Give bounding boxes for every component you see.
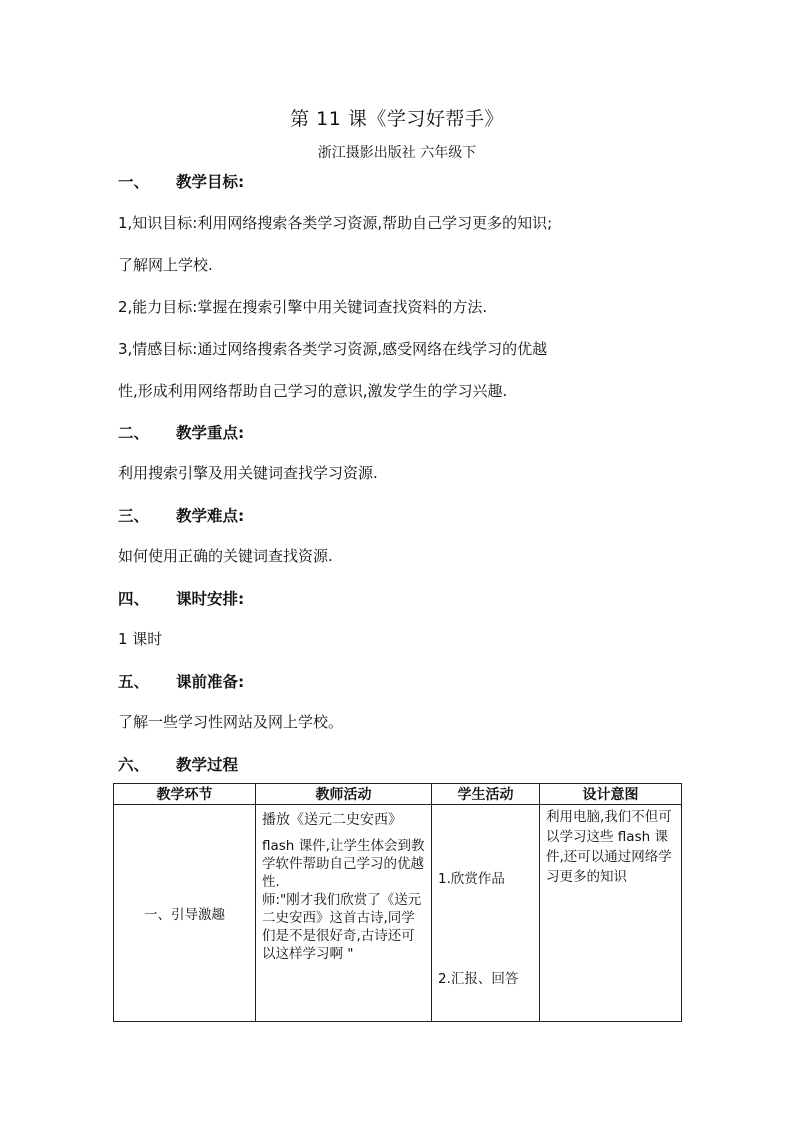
- section-number: 六、: [118, 756, 150, 774]
- section-label: 课时安排:: [176, 590, 245, 608]
- document-title: 第 11 课《学习好帮手》: [290, 108, 504, 130]
- goal-line: 1,知识目标:利用网络搜索各类学习资源,帮助自己学习更多的知识;: [118, 214, 553, 232]
- section-label: 教学难点:: [176, 507, 245, 525]
- section-heading-process: [118, 753, 238, 775]
- section-heading-goals: [118, 170, 244, 192]
- teacher-activity-cell: [256, 805, 432, 1022]
- header-design-intent: 设计意图: [540, 784, 682, 805]
- student-activity-item: 2.汇报、回答: [438, 971, 519, 987]
- table-header-row: [114, 784, 682, 805]
- stage-cell: 一、引导激趣: [114, 805, 256, 1022]
- student-activity-cell: [432, 805, 540, 1022]
- goal-line: 性,形成利用网络帮助自己学习的意识,激发学生的学习兴趣.: [118, 382, 508, 400]
- header-stage: 教学环节: [114, 784, 256, 805]
- teacher-activity-line: flash 课件,让学生体会到教学软件帮助自己学习的优越性.: [262, 838, 425, 890]
- header-teacher-activity: 教师活动: [256, 784, 432, 805]
- section-number: 四、: [118, 590, 150, 608]
- table-row: [114, 805, 682, 1022]
- section-heading-schedule: [118, 587, 244, 609]
- section-number: 一、: [118, 173, 150, 191]
- section-label: 课前准备:: [176, 673, 245, 691]
- section-number: 三、: [118, 507, 150, 525]
- goal-line: 3,情感目标:通过网络搜索各类学习资源,感受网络在线学习的优越: [118, 340, 548, 358]
- goal-line: 2,能力目标:掌握在搜索引擎中用关键词查找资料的方法.: [118, 298, 488, 316]
- section-label: 教学过程: [176, 756, 239, 774]
- design-intent-cell: 利用电脑,我们不但可以学习这些 flash 课件,还可以通过网络学习更多的知识: [540, 805, 682, 1022]
- section-heading-key-point: [118, 421, 244, 443]
- goal-line: 了解网上学校.: [118, 256, 213, 274]
- section-heading-difficulty: [118, 504, 244, 526]
- teacher-activity-line: 师:"刚才我们欣赏了《送元二史安西》这首古诗,同学们是不是很好奇,古诗还可以这样学习啊 ": [262, 892, 422, 962]
- section-label: 教学目标:: [176, 173, 245, 191]
- section-label: 教学重点:: [176, 424, 245, 442]
- teaching-process-table: [113, 783, 682, 1022]
- teacher-activity-line: 播放《送元二史安西》: [262, 812, 402, 828]
- document-subtitle: 浙江摄影出版社 六年级下: [317, 145, 477, 161]
- section-number: 五、: [118, 673, 150, 691]
- student-activity-item: 1.欣赏作品: [438, 871, 505, 887]
- difficulty-text: 如何使用正确的关键词查找资源.: [118, 547, 333, 565]
- header-student-activity: 学生活动: [432, 784, 540, 805]
- key-point-text: 利用搜索引擎及用关键词查找学习资源.: [118, 464, 378, 482]
- section-number: 二、: [118, 424, 150, 442]
- schedule-text: 1 课时: [118, 630, 163, 648]
- section-heading-preparation: [118, 670, 244, 692]
- preparation-text: 了解一些学习性网站及网上学校。: [118, 713, 344, 731]
